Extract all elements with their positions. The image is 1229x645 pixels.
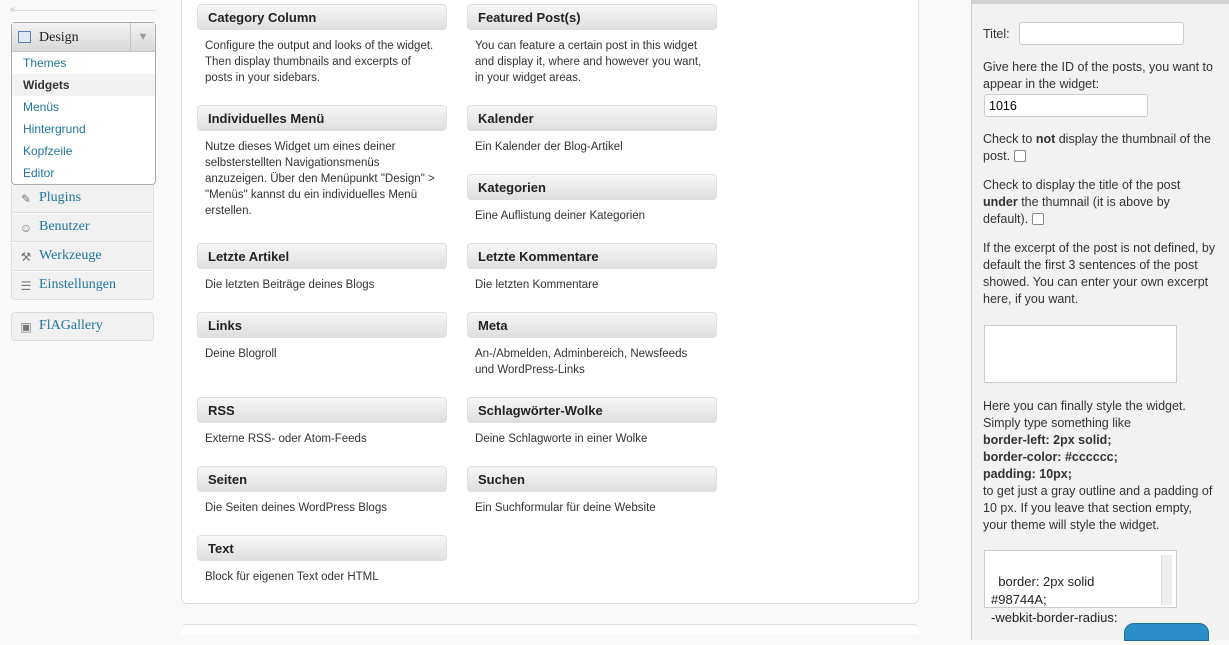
- menu-item-plugins[interactable]: [11, 185, 154, 213]
- widget-recent-comments[interactable]: [467, 243, 717, 293]
- inactive-widgets-panel-edge: [181, 624, 919, 635]
- no-thumbnail-checkbox[interactable]: [1014, 150, 1026, 162]
- widget-title[interactable]: Text: [197, 535, 447, 561]
- widget-description: Ein Suchformular für deine Website: [475, 502, 656, 514]
- widget-title[interactable]: Letzte Artikel: [197, 243, 447, 269]
- menu-item-flagallery[interactable]: [11, 312, 154, 341]
- submenu-item-menus[interactable]: Menüs: [23, 100, 60, 114]
- widget-title[interactable]: Meta: [467, 312, 717, 338]
- widget-category-column[interactable]: [197, 4, 447, 86]
- title-label: Titel:: [983, 27, 1010, 41]
- widget-description: Die letzten Kommentare: [475, 279, 599, 291]
- widget-title[interactable]: Links: [197, 312, 447, 338]
- widget-description: Eine Auflistung deiner Kategorien: [475, 210, 646, 222]
- widget-description: An-/Abmelden, Adminbereich, Newsfeeds und WordPress-Links: [475, 348, 688, 376]
- submenu-item-background[interactable]: Hintergrund: [23, 122, 86, 136]
- style-intro-text: Here you can finally style the widget. Simply type something like: [983, 399, 1186, 430]
- appearance-icon: [18, 31, 31, 43]
- widget-custom-menu[interactable]: [197, 105, 447, 219]
- widget-title[interactable]: Letzte Kommentare: [467, 243, 717, 269]
- flagallery-icon: ▣: [20, 320, 32, 334]
- menu-item-label: Benutzer: [39, 219, 90, 234]
- title-under-checkbox[interactable]: [1032, 213, 1044, 225]
- menu-item-design[interactable]: [12, 23, 155, 52]
- widget-title[interactable]: Schlagwörter-Wolke: [467, 397, 717, 423]
- style-outro-text: to get just a gray outline and a padding of 10 px. If you leave that section empty, your theme will style the widget.: [983, 484, 1213, 532]
- style-example-line: border-left: 2px solid;: [983, 433, 1112, 447]
- textarea-scrollbar[interactable]: [1161, 555, 1172, 605]
- widget-description: Die letzten Beiträge deines Blogs: [205, 279, 375, 291]
- menu-item-label: Einstellungen: [39, 277, 116, 292]
- widget-description: Nutze dieses Widget um eines deiner selbsterstellten Navigationsmenüs anzuzeigen. Über den Menüpunkt "Design" > "Menüs" kannst du ein individuelles Menü erstellen.: [205, 141, 435, 217]
- title-under-emphasis: under: [983, 195, 1018, 209]
- menu-item-tools[interactable]: [11, 243, 154, 271]
- no-thumbnail-text: Check to: [983, 132, 1036, 146]
- menu-item-label: Design: [39, 30, 79, 45]
- style-instructions: [983, 398, 1218, 534]
- widget-title[interactable]: Kategorien: [467, 174, 717, 200]
- widget-description: You can feature a certain post in this widget and display it, where and however you want, in your widget areas.: [475, 40, 702, 84]
- widget-title[interactable]: Kalender: [467, 105, 717, 131]
- widget-recent-posts[interactable]: [197, 243, 447, 293]
- widget-description: Ein Kalender der Blog-Artikel: [475, 141, 623, 153]
- widget-description: Block für eigenen Text oder HTML: [205, 571, 379, 583]
- menu-item-label: FlAGallery: [39, 318, 103, 333]
- style-example-line: padding: 10px;: [983, 467, 1072, 481]
- title-input[interactable]: [1019, 22, 1184, 45]
- widget-settings-header[interactable]: [972, 0, 1229, 4]
- widget-title[interactable]: Category Column: [197, 4, 447, 30]
- post-ids-label: Give here the ID of the posts, you want to appear in the widget:: [983, 60, 1213, 91]
- excerpt-label: If the excerpt of the post is not defined, by default the first 3 sentences of the post showed. You can enter your own excerpt here, if you want.: [983, 241, 1216, 306]
- widget-description: Deine Blogroll: [205, 348, 277, 360]
- widget-search[interactable]: [467, 466, 717, 516]
- chevron-down-icon[interactable]: ▼: [130, 23, 155, 51]
- submenu-item-editor[interactable]: Editor: [23, 166, 55, 180]
- menu-item-label: Werkzeuge: [39, 248, 102, 263]
- widget-description: Configure the output and looks of the widget. Then display thumbnails and excerpts of posts in your sidebars.: [205, 40, 434, 84]
- design-submenu: [12, 52, 155, 184]
- submenu-item-header[interactable]: Kopfzeile: [23, 144, 73, 158]
- settings-icon: ☰: [20, 279, 32, 293]
- menu-item-users[interactable]: [11, 214, 154, 242]
- widget-title[interactable]: Individuelles Menü: [197, 105, 447, 131]
- widget-tag-cloud[interactable]: [467, 397, 717, 447]
- excerpt-textarea[interactable]: [984, 325, 1177, 383]
- menu-item-label: Plugins: [39, 190, 82, 205]
- widget-title[interactable]: Suchen: [467, 466, 717, 492]
- widget-categories[interactable]: [467, 174, 717, 224]
- style-textarea-value: border: 2px solid #98744A; -webkit-border-radius:: [991, 574, 1118, 625]
- menu-design-group: [11, 22, 156, 185]
- widget-rss[interactable]: [197, 397, 447, 447]
- no-thumbnail-text-end: display the thumbnail of the post.: [983, 132, 1211, 163]
- widget-title[interactable]: Seiten: [197, 466, 447, 492]
- widget-description: Deine Schlagworte in einer Wolke: [475, 433, 648, 445]
- menu-separator: [10, 10, 156, 11]
- style-example-line: border-color: #cccccc;: [983, 450, 1118, 464]
- widget-title[interactable]: Featured Post(s): [467, 4, 717, 30]
- widget-title[interactable]: RSS: [197, 397, 447, 423]
- save-button[interactable]: [1124, 623, 1209, 641]
- title-under-text-end: the thumnail (it is above by default).: [983, 195, 1170, 226]
- plugins-icon: ✎: [20, 192, 32, 206]
- widget-description: Externe RSS- oder Atom-Feeds: [205, 433, 367, 445]
- title-under-row: [983, 177, 1218, 228]
- widget-meta[interactable]: [467, 312, 717, 378]
- widget-text[interactable]: [197, 535, 447, 585]
- style-textarea[interactable]: [984, 550, 1177, 625]
- post-ids-input[interactable]: [984, 94, 1148, 117]
- no-thumbnail-row: [983, 131, 1218, 165]
- widget-description: Die Seiten deines WordPress Blogs: [205, 502, 387, 514]
- menu-item-settings[interactable]: [11, 272, 154, 300]
- submenu-item-themes[interactable]: Themes: [23, 56, 67, 70]
- widget-links[interactable]: [197, 312, 447, 362]
- no-thumbnail-emphasis: not: [1035, 132, 1056, 146]
- submenu-item-widgets[interactable]: Widgets: [12, 74, 155, 96]
- widget-calendar[interactable]: [467, 105, 717, 155]
- tools-icon: ⚒: [20, 250, 32, 264]
- title-under-text: Check to display the title of the post: [983, 178, 1181, 192]
- widget-pages[interactable]: [197, 466, 447, 516]
- widget-featured-posts[interactable]: [467, 4, 717, 86]
- users-icon: ☺: [19, 221, 33, 235]
